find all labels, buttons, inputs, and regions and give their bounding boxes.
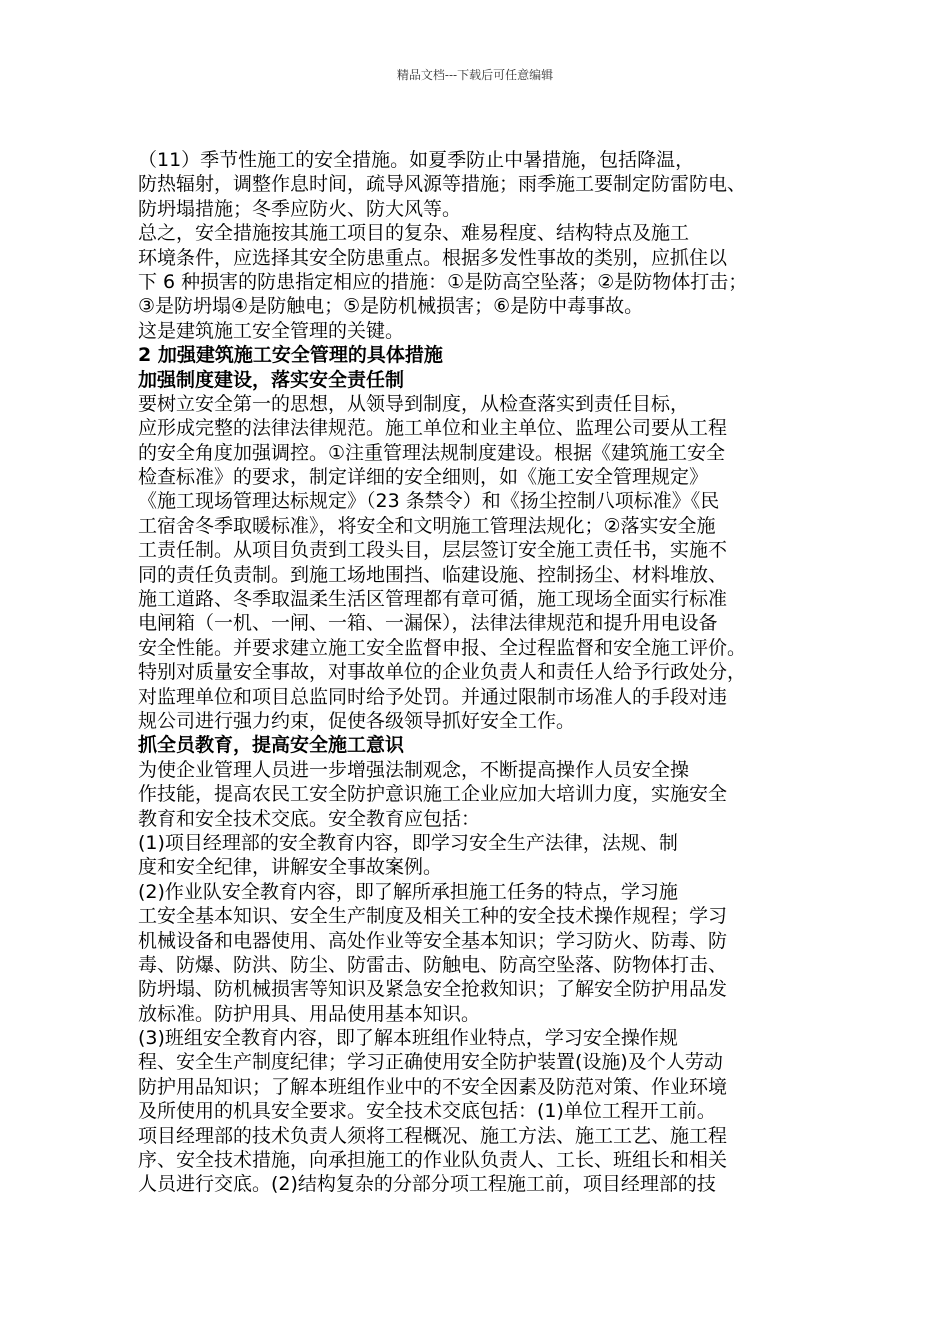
text-line: 教育和安全技术交底。安全教育应包括：: [138, 807, 481, 830]
text-line: 度和安全纪律，讲解安全事故案例。: [138, 856, 443, 879]
text-line: 电闸箱（一机、一闸、一箱、一漏保），法律法律规范和提升用电设备: [138, 612, 718, 635]
text-line: 防坍塌措施；冬季应防火、防大风等。: [138, 197, 462, 220]
document-body: [138, 148, 850, 1197]
text-line: 人员进行交底。(2)结构复杂的分部分项工程施工前，项目经理部的技: [138, 1173, 716, 1196]
text-line: 机械设备和电器使用、高处作业等安全基本知识；学习防火、防毒、防: [138, 929, 728, 952]
text-line: 放标准。防护用具、用品使用基本知识。: [138, 1002, 481, 1025]
text-line: 同的责任负责制。到施工场地围挡、临建设施、控制扬尘、材料堆放、: [138, 563, 728, 586]
text-line: 项目经理部的技术负责人须将工程概况、施工方法、施工工艺、施工程: [138, 1124, 728, 1147]
text-line: 施工道路、冬季取温柔生活区管理都有章可循，施工现场全面实行标准: [138, 588, 728, 611]
section-heading-line: 2 加强建筑施工安全管理的具体措施: [138, 344, 443, 367]
text-line: 总之，安全措施按其施工项目的复杂、难易程度、结构特点及施工: [138, 222, 690, 245]
text-line: （11）季节性施工的安全措施。如夏季防止中暑措施，包括降温，: [138, 149, 695, 171]
text-line: (3)班组安全教育内容，即了解本班组作业特点，学习安全操作规: [138, 1027, 678, 1050]
text-line: 《施工现场管理达标规定》（23 条禁令）和《扬尘控制八项标准》《民: [138, 490, 720, 513]
text-line: 的安全角度加强调控。①注重管理法规制度建设。根据《建筑施工安全: [138, 441, 726, 464]
text-line: 规公司进行强力约束，促使各级领导抓好安全工作。: [138, 709, 576, 732]
text-line: 序、安全技术措施，向承担施工的作业队负责人、工长、班组长和相关: [138, 1149, 728, 1172]
text-line: (1)项目经理部的安全教育内容，即学习安全生产法律，法规、制: [138, 831, 678, 854]
section-heading-line: 加强制度建设，落实安全责任制: [138, 368, 405, 391]
text-line: 对监理单位和项目总监同时给予处罚。并通过限制市场准人的手段对违: [138, 685, 728, 708]
text-line: ③是防坍塌④是防触电；⑤是防机械损害；⑥是防中毒事故。: [138, 295, 644, 318]
text-line: 防热辐射，调整作息时间，疏导风源等措施；雨季施工要制定防雷防电、: [138, 173, 747, 196]
text-line: 作技能，提高农民工安全防护意识施工企业应加大培训力度，实施安全: [138, 783, 728, 806]
text-line: 为使企业管理人员进一步增强法制观念，不断提高操作人员安全操: [138, 758, 690, 781]
section-heading-line: 抓全员教育，提高安全施工意识: [138, 734, 405, 757]
text-line: 及所使用的机具安全要求。安全技术交底包括：(1)单位工程开工前。: [138, 1100, 716, 1123]
text-line: 防护用品知识；了解本班组作业中的不安全因素及防范对策、作业环境: [138, 1075, 728, 1098]
text-line: 下 6 种损害的防患指定相应的措施：①是防高空坠落；②是防物体打击；: [138, 270, 748, 293]
text-line: 毒、防爆、防洪、防尘、防雷击、防触电、防高空坠落、防物体打击、: [138, 953, 728, 976]
text-line: 防坍塌、防机械损害等知识及紧急安全抢救知识；了解安全防护用品发: [138, 978, 728, 1001]
text-line: 环境条件，应选择其安全防患重点。根据多发性事故的类别，应抓住以: [138, 246, 728, 269]
text-line: 检查标准》的要求，制定详细的安全细则，如《施工安全管理规定》: [138, 466, 709, 489]
text-line: 程、安全生产制度纪律；学习正确使用安全防护装置(设施)及个人劳动: [138, 1051, 723, 1074]
page-header: 精品文档---下载后可任意编辑: [396, 68, 554, 82]
text-line: 应形成完整的法律法律规范。施工单位和业主单位、监理公司要从工程: [138, 417, 728, 440]
text-line: 这是建筑施工安全管理的关键。: [138, 319, 405, 342]
text-line: 工宿舍冬季取暖标准》，将安全和文明施工管理法规化；②落实安全施: [138, 514, 716, 537]
text-line: 工责任制。从项目负责到工段头目，层层签订安全施工责任书，实施不: [138, 539, 728, 562]
text-line: (2)作业队安全教育内容，即了解所承担施工任务的特点，学习施: [138, 880, 678, 903]
text-line: 安全性能。并要求建立施工安全监督申报、全过程监督和安全施工评价。: [138, 636, 747, 659]
text-line: 要树立安全第一的思想，从领导到制度，从检查落实到责任目标，: [138, 392, 690, 415]
text-line: 工安全基本知识、安全生产制度及相关工种的安全技术操作规程；学习: [138, 905, 728, 928]
text-line: 特别对质量安全事故，对事故单位的企业负责人和责任人给予行政处分，: [138, 661, 747, 684]
